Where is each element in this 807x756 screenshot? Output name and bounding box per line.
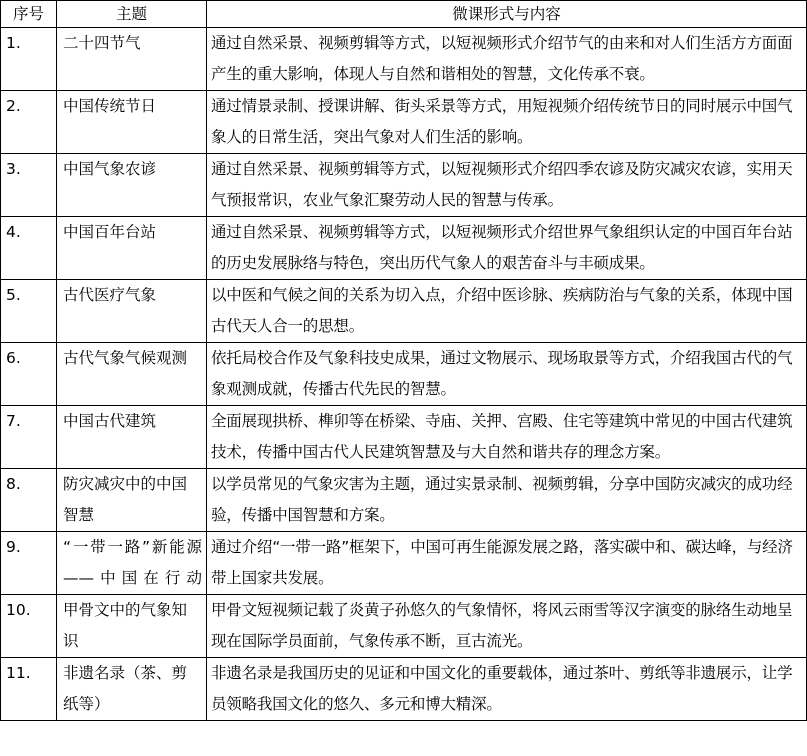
table-row [1,595,807,658]
row-content: 依托局校合作及气象科技史成果，通过文物展示、现场取景等方式，介绍我国古代的气象观测成就，传播古代先民的智慧。 [207,343,807,406]
table-row [1,91,807,154]
table-row [1,532,807,595]
row-content: 非遗名录是我国历史的见证和中国文化的重要载体，通过茶叶、剪纸等非遗展示，让学员领略我国文化的悠久、多元和博大精深。 [207,658,807,721]
row-content: 甲骨文短视频记载了炎黄子孙悠久的气象情怀，将风云雨雪等汉字演变的脉络生动地呈现在国际学员面前，气象传承不断，亘古流光。 [207,595,807,658]
table-row [1,28,807,91]
row-content: 通过情景录制、授课讲解、街头采景等方式，用短视频介绍传统节日的同时展示中国气象人的日常生活，突出气象对人们生活的影响。 [207,91,807,154]
row-topic: 中国传统节日 [57,91,207,154]
row-number: 6. [1,343,57,406]
row-topic: 二十四节气 [57,28,207,91]
row-number: 11. [1,658,57,721]
row-topic: 中国百年台站 [57,217,207,280]
row-number: 10. [1,595,57,658]
row-number: 7. [1,406,57,469]
table-row [1,217,807,280]
row-content: 通过自然采景、视频剪辑等方式，以短视频形式介绍节气的由来和对人们生活方方面面产生的重大影响，体现人与自然和谐相处的智慧，文化传承不衰。 [207,28,807,91]
table-row [1,280,807,343]
row-topic: 中国古代建筑 [57,406,207,469]
row-topic: 古代医疗气象 [57,280,207,343]
row-number: 4. [1,217,57,280]
row-number: 3. [1,154,57,217]
header-number: 序号 [1,1,57,28]
row-content: 全面展现拱桥、榫卯等在桥梁、寺庙、关押、宫殿、住宅等建筑中常见的中国古代建筑技术，传播中国古代人民建筑智慧及与大自然和谐共存的理念方案。 [207,406,807,469]
row-content: 通过自然采景、视频剪辑等方式，以短视频形式介绍世界气象组织认定的中国百年台站的历史发展脉络与特色，突出历代气象人的艰苦奋斗与丰硕成果。 [207,217,807,280]
row-number: 8. [1,469,57,532]
table-row [1,154,807,217]
header-topic: 主题 [57,1,207,28]
row-number: 5. [1,280,57,343]
row-content: 以中医和气候之间的关系为切入点，介绍中医诊脉、疾病防治与气象的关系，体现中国古代天人合一的思想。 [207,280,807,343]
table-row [1,469,807,532]
row-topic: 甲骨文中的气象知识 [57,595,207,658]
row-topic: 非遗名录（茶、剪纸等） [57,658,207,721]
row-number: 2. [1,91,57,154]
row-topic: 防灾减灾中的中国智慧 [57,469,207,532]
header-row [1,1,807,28]
row-topic: 古代气象气候观测 [57,343,207,406]
table-row [1,343,807,406]
header-content: 微课形式与内容 [207,1,807,28]
table-row [1,658,807,721]
row-number: 9. [1,532,57,595]
table-row [1,406,807,469]
row-topic: 中国气象农谚 [57,154,207,217]
row-content: 通过介绍“一带一路”框架下，中国可再生能源发展之路，落实碳中和、碳达峰，与经济带上国家共发展。 [207,532,807,595]
row-number: 1. [1,28,57,91]
row-content: 以学员常见的气象灾害为主题，通过实景录制、视频剪辑，分享中国防灾减灾的成功经验，传播中国智慧和方案。 [207,469,807,532]
row-content: 通过自然采景、视频剪辑等方式，以短视频形式介绍四季农谚及防灾减灾农谚，实用天气预报常识，农业气象汇聚劳动人民的智慧与传承。 [207,154,807,217]
row-topic: “一带一路”新能源——中国在行动 [57,532,207,595]
